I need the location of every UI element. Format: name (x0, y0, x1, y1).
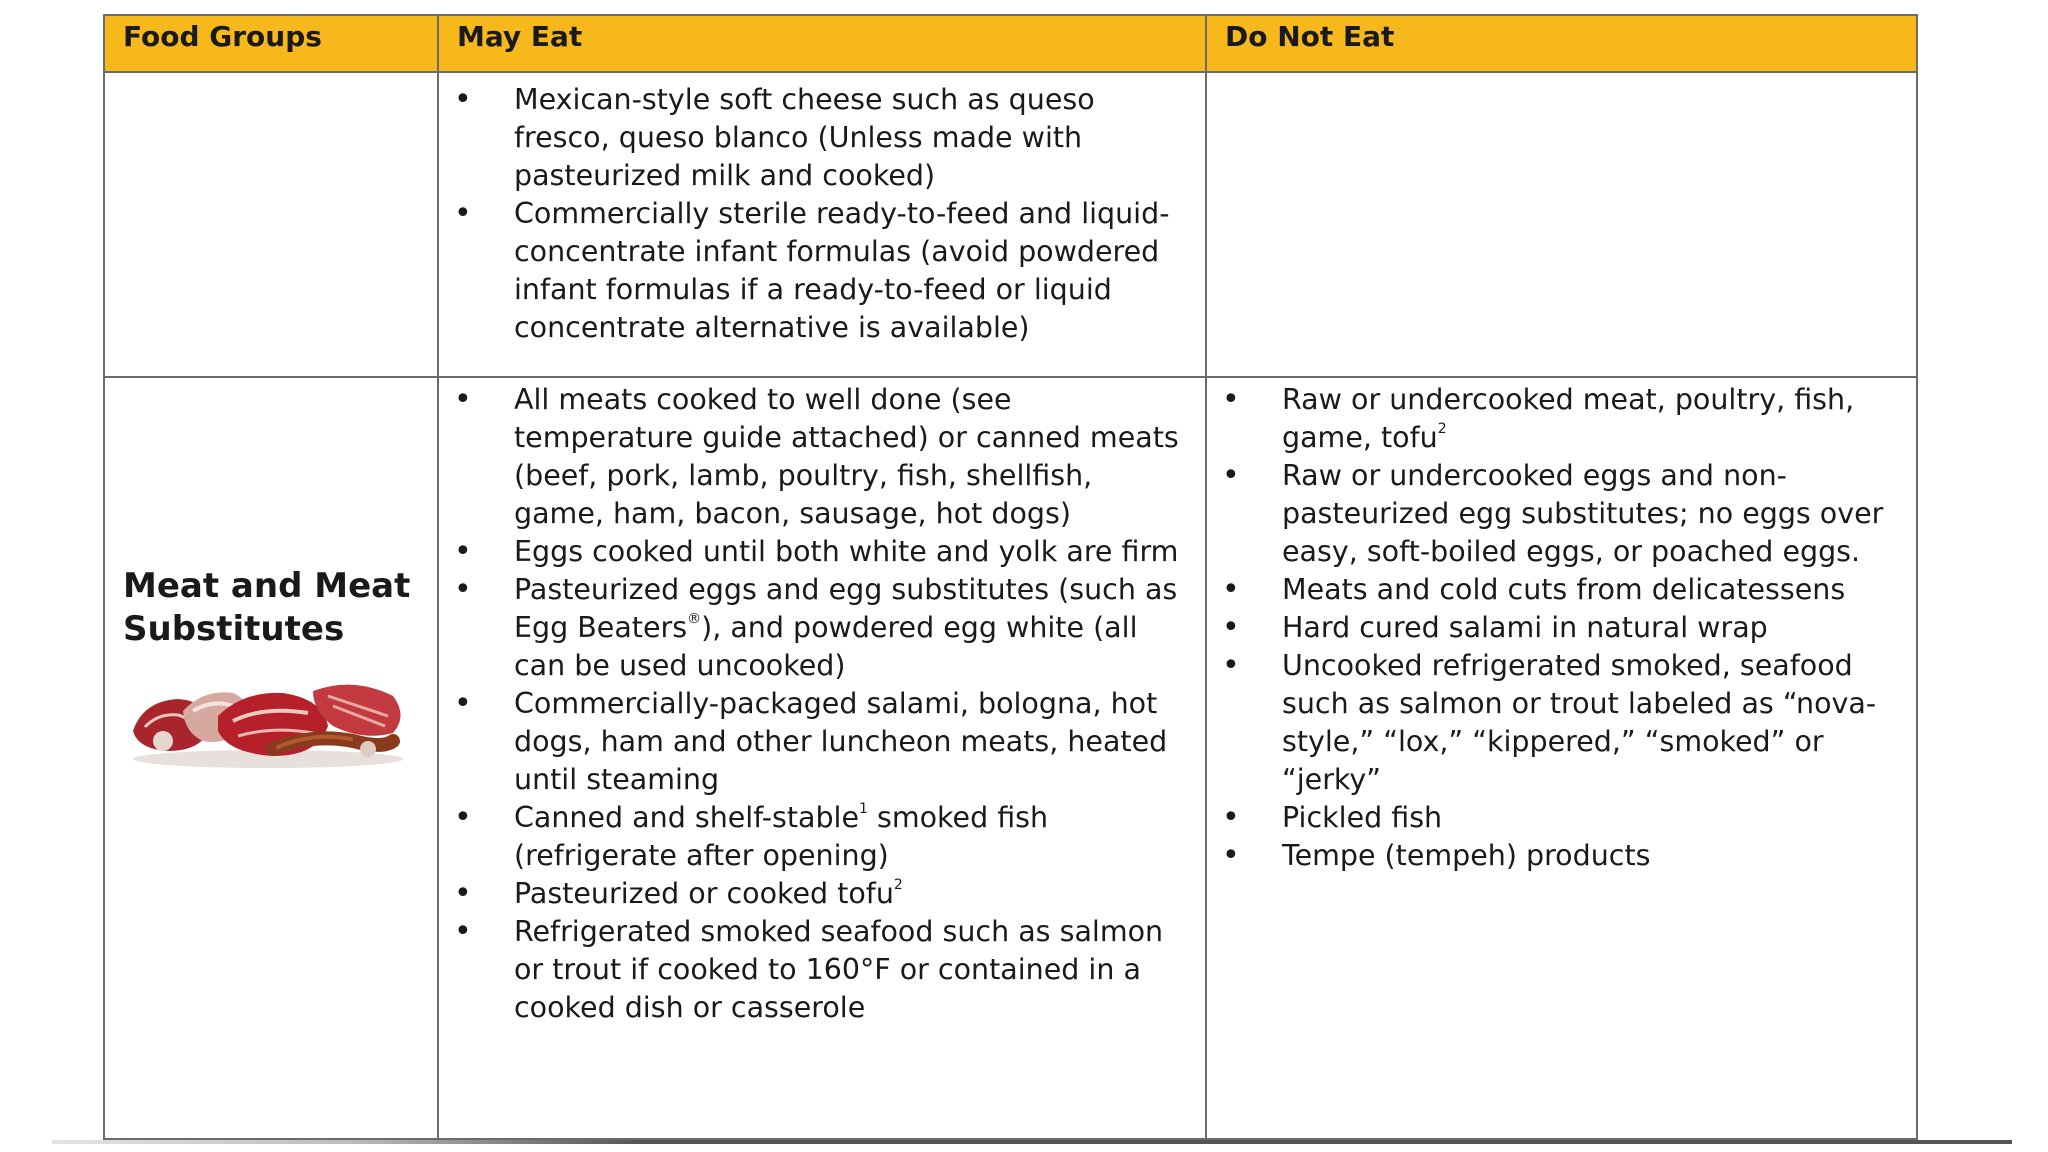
footnote-marker: 2 (893, 877, 903, 893)
list-item-text: Raw or undercooked meat, poultry, fish, game, tofu (1282, 383, 1855, 454)
list-item-text: Raw or undercooked eggs and non-pasteurized egg substitutes; no eggs over easy, soft-boiled eggs, or poached eggs. (1282, 459, 1884, 568)
footnote-marker: ® (687, 611, 702, 627)
do-not-eat-list (1207, 73, 1916, 81)
do-not-eat-cell (1206, 72, 1917, 377)
list-item-text: Meats and cold cuts from delicatessens (1282, 573, 1846, 606)
list-item (1207, 457, 1896, 571)
list-item (1207, 609, 1896, 647)
food-guide-table (103, 14, 1918, 1140)
list-item (439, 81, 1185, 195)
header-may-eat: May Eat (438, 15, 1206, 72)
list-item (439, 381, 1185, 533)
do-not-eat-list (1207, 378, 1916, 875)
footnote-marker: 1 (859, 801, 868, 817)
meat-assortment-image (123, 671, 413, 771)
food-group-title: Meat and Meat Substitutes (123, 566, 411, 649)
list-item (1207, 571, 1896, 609)
list-item (439, 571, 1185, 685)
list-item-text: Hard cured salami in natural wrap (1282, 611, 1768, 644)
list-item (1207, 799, 1896, 837)
list-item-text: ), and powdered egg white (all can be used uncooked) (514, 611, 1138, 682)
header-do-not-eat: Do Not Eat (1206, 15, 1917, 72)
list-item (1207, 647, 1896, 799)
list-item (439, 875, 1185, 913)
may-eat-cell (438, 377, 1206, 1139)
list-item (439, 913, 1185, 1027)
list-item (439, 533, 1185, 571)
footnote-marker: 2 (1437, 421, 1447, 437)
list-item (1207, 381, 1896, 457)
may-eat-list (439, 73, 1205, 347)
list-item (439, 685, 1185, 799)
food-group-cell (104, 377, 438, 1139)
list-item-text: Commercially-packaged salami, bologna, hot dogs, ham and other luncheon meats, heated until steaming (514, 687, 1168, 796)
list-item (439, 195, 1185, 347)
list-item-text: Commercially sterile ready-to-feed and liquid-concentrate infant formulas (avoid powdered infant formulas if a ready-to-feed or liquid concentrate alternative is available) (514, 197, 1170, 344)
list-item-text: Refrigerated smoked seafood such as salmon or trout if cooked to 160°F or contained in a cooked dish or casserole (514, 915, 1164, 1024)
list-item (1207, 837, 1896, 875)
may-eat-cell (438, 72, 1206, 377)
food-group-cell (104, 72, 438, 377)
list-item-text: Pasteurized eggs and egg substitutes (such as Egg Beaters (514, 573, 1178, 644)
table-row (104, 377, 1917, 1139)
table-row (104, 72, 1917, 377)
list-item-text: Canned and shelf-stable (514, 801, 860, 834)
page-bottom-rule (52, 1140, 2012, 1144)
list-item-text: Pasteurized or cooked tofu (514, 877, 894, 910)
list-item-text: Eggs cooked until both white and yolk are firm (514, 535, 1179, 568)
do-not-eat-cell (1206, 377, 1917, 1139)
list-item-text: Pickled fish (1282, 801, 1443, 834)
header-row (104, 15, 1917, 72)
list-item-text: Mexican-style soft cheese such as queso fresco, queso blanco (Unless made with pasteurized milk and cooked) (514, 83, 1095, 192)
may-eat-list (439, 378, 1205, 1027)
list-item-text: Tempe (tempeh) products (1282, 839, 1651, 872)
list-item-text: Uncooked refrigerated smoked, seafood such as salmon or trout labeled as “nova-style,” “lox,” “kippered,” “smoked” or “jerky” (1282, 649, 1877, 796)
list-item-text: All meats cooked to well done (see temperature guide attached) or canned meats (beef, pork, lamb, poultry, fish, shellfish, game, ham, bacon, sausage, hot dogs) (514, 383, 1179, 530)
list-item (439, 799, 1185, 875)
header-food-groups: Food Groups (104, 15, 438, 72)
list-item-text: smoked fish (refrigerate after opening) (514, 801, 1049, 872)
